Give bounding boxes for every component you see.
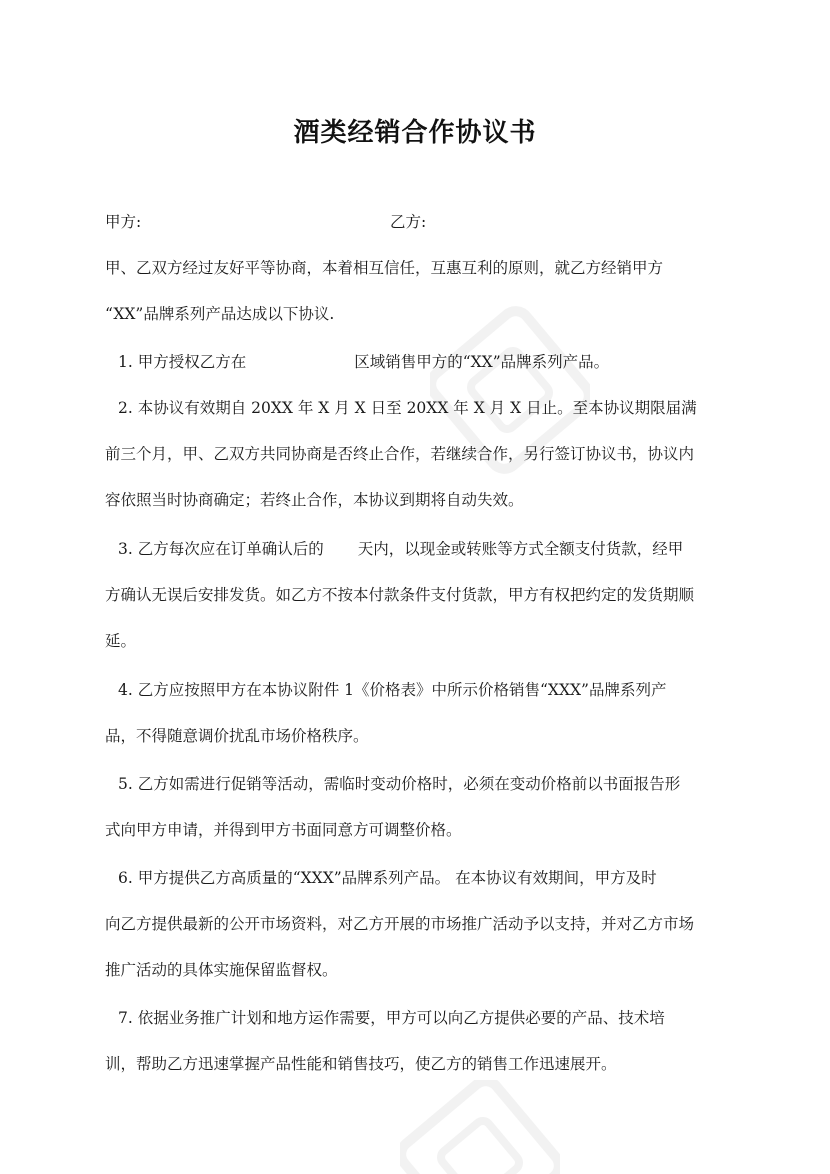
preamble-line: “XX”品牌系列产品达成以下协议. (105, 305, 335, 323)
clause-2-line: 2. 本协议有效期自 20XX 年 X 月 X 日至 20XX 年 X 月 X 日止。至本协议期限届满 (118, 399, 697, 417)
clause-2-line: 前三个月，甲、乙双方共同协商是否终止合作，若继续合作，另行签订协议书，协议内 (105, 445, 695, 463)
document-title: 酒类经销合作协议书 (293, 118, 537, 148)
clause-4-line: 品，不得随意调价扰乱市场价格秩序。 (105, 727, 369, 745)
clause-5-line: 5. 乙方如需进行促销等活动，需临时变动价格时，必须在变动价格前以书面报告形 (118, 775, 681, 793)
clause-7-line: 7. 依据业务推广计划和地方运作需要，甲方可以向乙方提供必要的产品、技术培 (118, 1009, 665, 1027)
watermark (400, 1080, 560, 1174)
party-b-label: 乙方: (390, 213, 427, 231)
parties-line-b (390, 210, 426, 232)
clause-6-line: 6. 甲方提供乙方高质量的“XXX”品牌系列产品。 在本协议有效期间，甲方及时 (118, 869, 657, 887)
clause-6-line: 向乙方提供最新的公开市场资料，对乙方开展的市场推广活动予以支持，并对乙方市场 (105, 915, 695, 933)
clause-5-line: 式向甲方申请，并得到甲方书面同意方可调整价格。 (105, 821, 462, 839)
clause-3-line: 方确认无误后安排发货。如乙方不按本付款条件支付货款，甲方有权把约定的发货期顺 (105, 586, 695, 604)
clause-1-after: 区域销售甲方的“XX”品牌系列产品。 (354, 353, 610, 371)
clause-1 (118, 350, 609, 372)
clause-3-line: 延。 (105, 632, 137, 650)
clause-7-line: 训，帮助乙方迅速掌握产品性能和销售技巧，使乙方的销售工作迅速展开。 (105, 1055, 617, 1073)
party-a-label: 甲方: (105, 213, 142, 231)
clause-3-before: 3. 乙方每次应在订单确认后的 (118, 540, 324, 558)
clause-1-before: 1. 甲方授权乙方在 (118, 353, 247, 371)
clause-6-line: 推广活动的具体实施保留监督权。 (105, 961, 338, 979)
clause-2-line: 容依照当时协商确定；若终止合作，本协议到期将自动失效。 (105, 491, 524, 509)
clause-3-after: 天内，以现金或转账等方式全额支付货款，经甲 (357, 540, 684, 558)
preamble-line: 甲、乙双方经过友好平等协商，本着相互信任，互惠互利的原则，就乙方经销甲方 (105, 259, 664, 277)
clause-4-line: 4. 乙方应按照甲方在本协议附件 1《价格表》中所示价格销售“XXX”品牌系列产 (118, 681, 667, 699)
parties-line (105, 210, 141, 232)
clause-3-line (118, 537, 683, 559)
